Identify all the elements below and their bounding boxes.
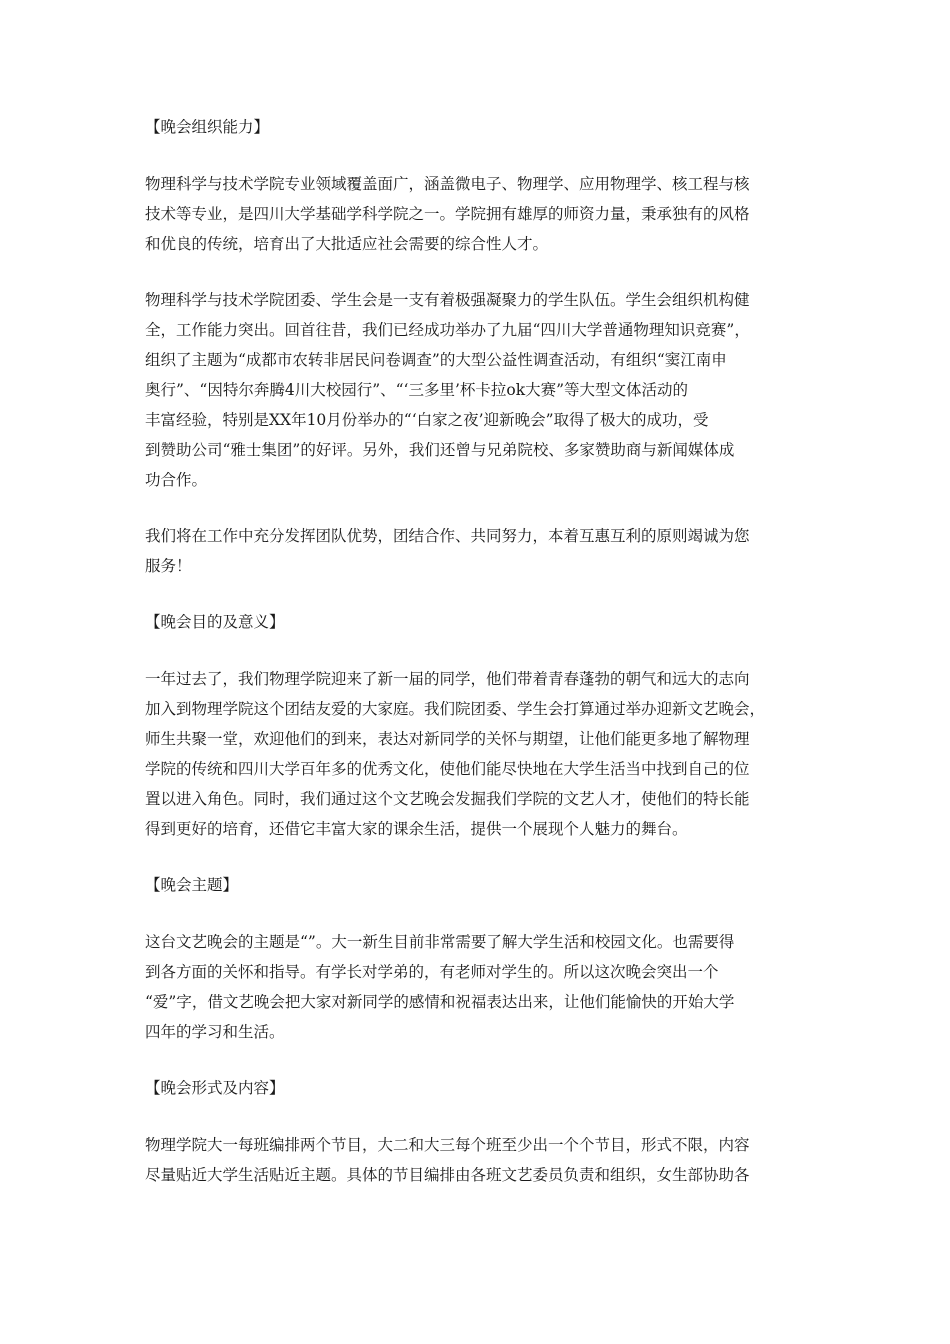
paragraph-student-union bbox=[145, 285, 805, 495]
text-line: 师生共聚一堂，欢迎他们的到来，表达对新同学的关怀与期望，让他们能更多地了解物理 bbox=[145, 730, 750, 748]
text-line: 我们将在工作中充分发挥团队优势，团结合作、共同努力，本着互惠互利的原则竭诚为您 bbox=[145, 527, 750, 545]
text-line: 技术等专业，是四川大学基础学科学院之一。学院拥有雄厚的师资力量，秉承独有的风格 bbox=[145, 205, 750, 223]
text-line: 丰富经验，特别是XX年10月份举办的“‘白家之夜’迎新晚会”取得了极大的成功，受 bbox=[145, 411, 709, 429]
text-line: 组织了主题为“成都市农转非居民问卷调查”的大型公益性调查活动，有组织“窦江南申 bbox=[145, 351, 727, 369]
text-line: 物理科学与技术学院团委、学生会是一支有着极强凝聚力的学生队伍。学生会组织机构健 bbox=[145, 291, 750, 309]
text-line: 尽量贴近大学生活贴近主题。具体的节目编排由各班文艺委员负责和组织，女生部协助各 bbox=[145, 1166, 750, 1184]
section-heading-format: 【晚会形式及内容】 bbox=[145, 1079, 285, 1097]
text-line: 到各方面的关怀和指导。有学长对学弟的，有老师对学生的。所以这次晚会突出一个 bbox=[145, 963, 719, 981]
paragraph-format bbox=[145, 1130, 805, 1190]
text-line: 功合作。 bbox=[145, 471, 208, 489]
text-line: 到赞助公司“雅士集团”的好评。另外，我们还曾与兄弟院校、多家赞助商与新闻媒体成 bbox=[145, 441, 735, 459]
paragraph-service-pledge bbox=[145, 521, 805, 581]
paragraph-purpose bbox=[145, 664, 805, 844]
text-line: “爱”字，借文艺晚会把大家对新同学的感情和祝福表达出来，让他们能愉快的开始大学 bbox=[145, 993, 735, 1011]
text-line: 得到更好的培育，还借它丰富大家的课余生活，提供一个展现个人魅力的舞台。 bbox=[145, 820, 688, 838]
section-heading-theme: 【晚会主题】 bbox=[145, 876, 239, 894]
document-page bbox=[145, 112, 805, 1216]
paragraph-theme bbox=[145, 927, 805, 1047]
section-heading-purpose: 【晚会目的及意义】 bbox=[145, 613, 285, 631]
section-heading-organization: 【晚会组织能力】 bbox=[145, 118, 270, 136]
text-line: 加入到物理学院这个团结友爱的大家庭。我们院团委、学生会打算通过举办迎新文艺晚会， bbox=[145, 700, 766, 718]
text-line: 奥行”、“因特尔奔腾4川大校园行”、“‘三多里’杯卡拉ok大赛”等大型文体活动的 bbox=[145, 381, 689, 399]
text-line: 学院的传统和四川大学百年多的优秀文化，使他们能尽快地在大学生活当中找到自己的位 bbox=[145, 760, 750, 778]
text-line: 置以进入角色。同时，我们通过这个文艺晚会发掘我们学院的文艺人才，使他们的特长能 bbox=[145, 790, 750, 808]
text-line: 物理学院大一每班编排两个节目，大二和大三每个班至少出一个个节目，形式不限，内容 bbox=[145, 1136, 750, 1154]
text-line: 一年过去了，我们物理学院迎来了新一届的同学，他们带着青春蓬勃的朝气和远大的志向 bbox=[145, 670, 750, 688]
text-line: 这台文艺晚会的主题是“”。大一新生目前非常需要了解大学生活和校园文化。也需要得 bbox=[145, 933, 735, 951]
text-line: 物理科学与技术学院专业领域覆盖面广，涵盖微电子、物理学、应用物理学、核工程与核 bbox=[145, 175, 750, 193]
text-line: 四年的学习和生活。 bbox=[145, 1023, 285, 1041]
text-line: 和优良的传统，培育出了大批适应社会需要的综合性人才。 bbox=[145, 235, 549, 253]
text-line: 服务！ bbox=[145, 557, 192, 575]
text-line: 全，工作能力突出。回首往昔，我们已经成功举办了九届“四川大学普通物理知识竞赛”， bbox=[145, 321, 750, 339]
paragraph-college-intro bbox=[145, 169, 805, 259]
